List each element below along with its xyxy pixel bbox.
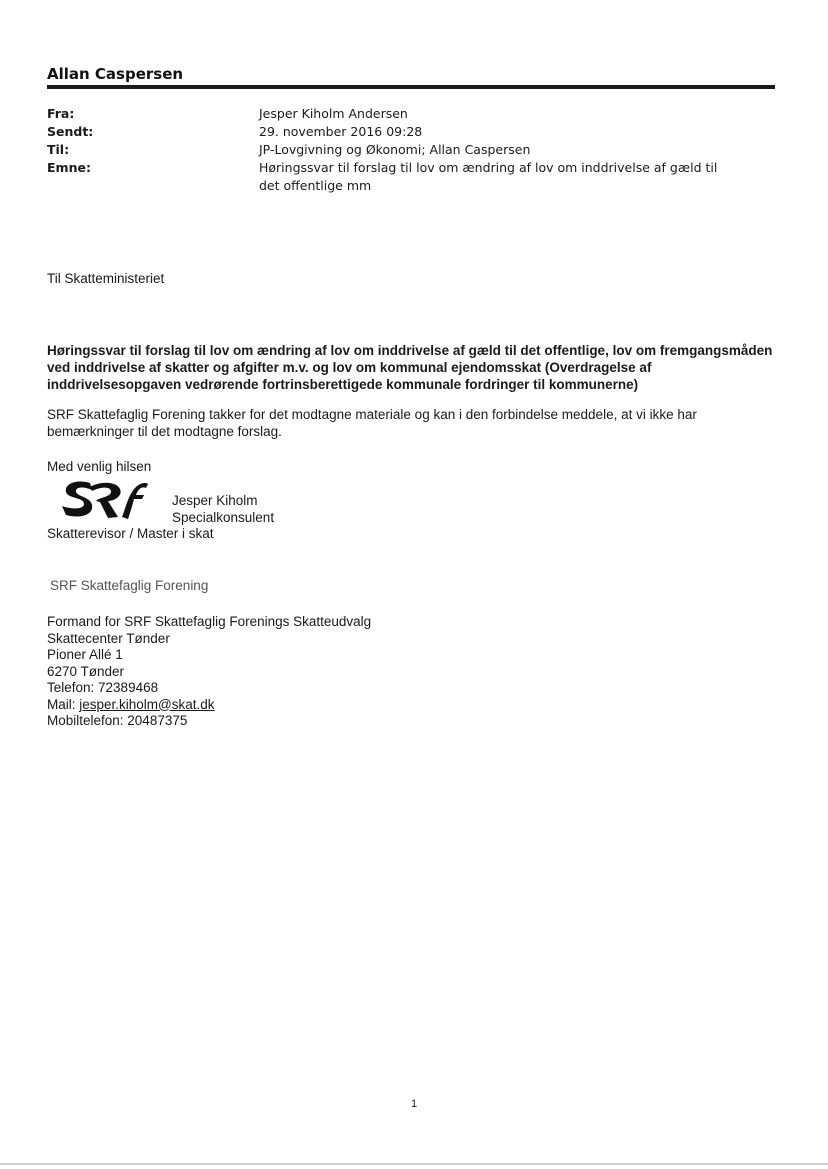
srf-logo — [60, 477, 150, 521]
page-number: 1 — [410, 1098, 418, 1110]
signature-title: Skatterevisor / Master i skat — [47, 526, 214, 541]
contact-city: 6270 Tønder — [47, 663, 125, 679]
letter-greeting: Til Skatteministeriet — [47, 271, 165, 286]
contact-phone: Telefon: 72389468 — [47, 680, 159, 695]
logo-r-shape — [90, 483, 121, 518]
letter-paragraph: SRF Skattefaglig Forening takker for det modtagne materiale og kan i den forbindelse meddele, at vi ikke har bemærkninger til det modtagne forslag. — [47, 407, 697, 439]
header-rule — [47, 85, 775, 89]
page-bottom-edge — [0, 1163, 828, 1165]
meta-row-sent — [47, 123, 747, 141]
contact-mobile: Mobiltelefon: 20487375 — [47, 713, 188, 728]
to-value: JP-Lovgivning og Økonomi; Allan Caspersen — [259, 142, 531, 157]
signature-role: Specialkonsulent — [172, 510, 275, 525]
logo-f-shape — [122, 483, 148, 519]
contact-street: Pioner Allé 1 — [47, 647, 123, 662]
logo-s-shape — [62, 481, 92, 516]
meta-row-from — [47, 105, 747, 123]
sender-name: Allan Caspersen — [47, 65, 184, 83]
contact-block — [47, 614, 371, 730]
to-label: Til: — [47, 142, 70, 157]
from-value: Jesper Kiholm Andersen — [259, 106, 408, 121]
sent-value: 29. november 2016 09:28 — [259, 124, 423, 139]
letter-heading: Høringssvar til forslag til lov om ændring af lov om inddrivelse af gæld til det offentlige, lov om fremgangsmåden ved inddrivelse af skatter og afgifter m.v. og lov om kommunal ejendomsskat (Overdragelse af inddrivelsesopgaven vedrørende fortrinsberettigede kommunale fordringer til kommunerne) — [47, 343, 773, 392]
contact-mail — [47, 697, 371, 714]
mail-label: Mail: — [47, 696, 80, 712]
subject-value: Høringssvar til forslag til lov om ændring af lov om inddrivelse af gæld til det offentlige mm — [259, 160, 718, 193]
organization-name: SRF Skattefaglig Forening — [50, 578, 209, 593]
email-meta — [47, 105, 747, 195]
sent-label: Sendt: — [47, 124, 94, 139]
signature-block — [172, 492, 274, 526]
letter-closing: Med venlig hilsen — [47, 459, 152, 474]
from-label: Fra: — [47, 106, 75, 121]
contact-position: Formand for SRF Skattefaglig Forenings Skatteudvalg — [47, 614, 372, 629]
contact-office: Skattecenter Tønder — [47, 630, 170, 646]
signature-name: Jesper Kiholm — [172, 493, 258, 508]
mail-link[interactable]: jesper.kiholm@skat.dk — [79, 696, 215, 712]
subject-label: Emne: — [47, 160, 91, 175]
meta-row-subject — [47, 159, 747, 195]
meta-row-to — [47, 141, 747, 159]
